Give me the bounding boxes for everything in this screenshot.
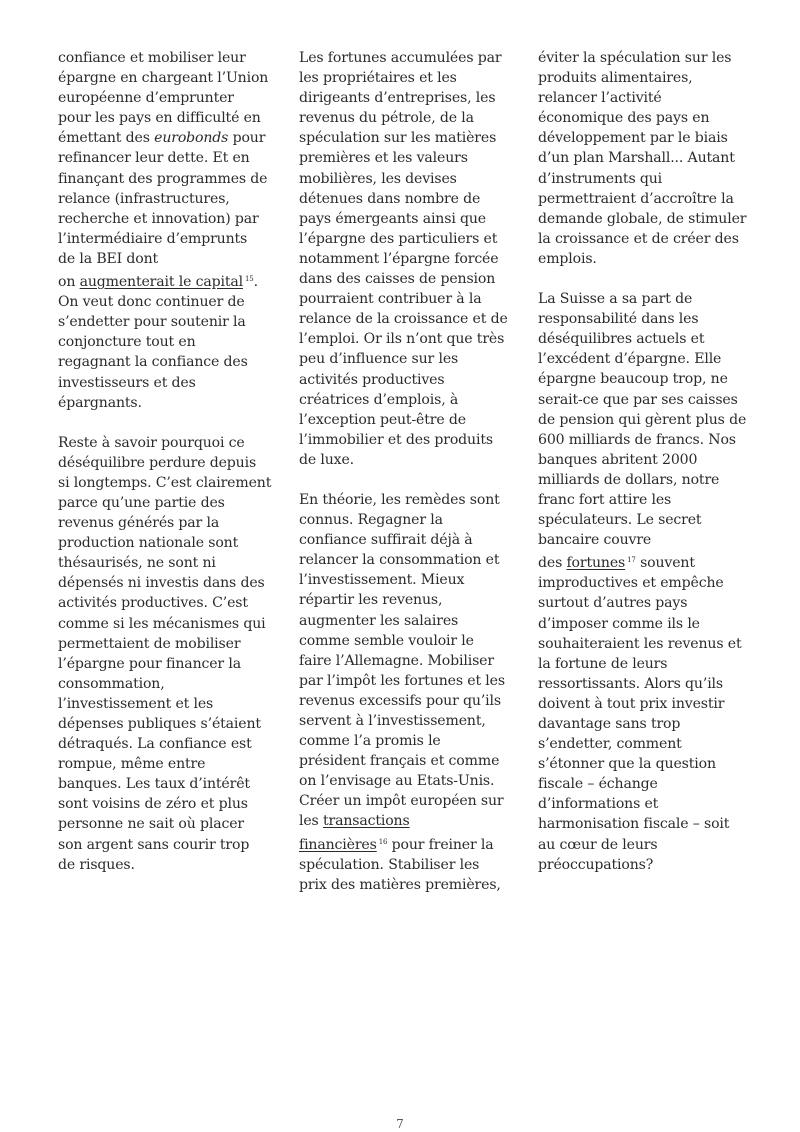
text-line	[538, 573, 756, 593]
footnote-link[interactable]: financières	[299, 836, 377, 853]
text-segment: augmenter les salaires	[299, 612, 459, 629]
text-segment: la croissance et de créer des	[538, 230, 739, 247]
text-line	[538, 209, 756, 229]
text-line	[299, 691, 517, 711]
text-line	[299, 671, 517, 691]
text-segment: si longtemps. C’est clairement	[58, 474, 272, 491]
text-line	[299, 249, 517, 269]
text-segment: d’imposer comme ils le	[538, 615, 700, 632]
text-segment: activités productives	[299, 371, 445, 388]
text-segment: revenus générés par la	[58, 515, 220, 532]
text-segment: On veut donc continuer de	[58, 294, 245, 311]
text-segment: conjoncture tout en	[58, 334, 196, 351]
text-line	[58, 855, 276, 875]
text-segment: relancer l’activité	[538, 90, 662, 107]
text-column-3	[538, 48, 756, 895]
text-line	[538, 390, 756, 410]
text-line	[58, 493, 276, 513]
text-line	[538, 835, 756, 855]
text-line	[58, 229, 276, 249]
text-segment: épargne en chargeant l’Union	[58, 70, 269, 87]
text-line	[538, 289, 756, 309]
text-segment: peu d’influence sur les	[299, 351, 459, 368]
text-line	[299, 148, 517, 168]
text-segment: milliards de dollars, notre	[538, 471, 720, 488]
text-line	[299, 875, 517, 895]
text-segment: rompue, même entre	[58, 756, 206, 773]
text-line	[58, 453, 276, 473]
text-line	[58, 68, 276, 88]
text-segment: harmonisation fiscale – soit	[538, 816, 730, 833]
text-segment: de risques.	[58, 856, 135, 873]
text-line	[299, 611, 517, 631]
text-segment: confiance et mobiliser leur	[58, 50, 246, 66]
text-segment: .	[253, 274, 258, 291]
text-line	[538, 694, 756, 714]
body-paragraph	[538, 289, 756, 875]
text-segment: faire l’Allemagne. Mobiliser	[299, 652, 494, 669]
text-segment: relance (infrastructures,	[58, 190, 230, 207]
text-segment: pays émergeants ainsi que	[299, 210, 486, 227]
text-segment: détenues dans nombre de	[299, 190, 481, 207]
text-segment: épargnants.	[58, 394, 142, 411]
text-segment: l’exception peut-être de	[299, 411, 466, 428]
text-line	[58, 814, 276, 834]
text-segment: développement par le biais	[538, 130, 728, 147]
text-segment: s’endetter pour soutenir la	[58, 314, 246, 331]
text-segment: par l’impôt les fortunes et les	[299, 672, 505, 689]
footnote-marker: 17	[627, 556, 636, 565]
text-line	[538, 88, 756, 108]
text-segment: comme si les mécanismes qui	[58, 615, 266, 632]
text-line	[538, 369, 756, 389]
text-line	[299, 530, 517, 550]
footnote-link[interactable]: augmenterait le capital	[79, 274, 243, 291]
text-segment: servent à l’investissement,	[299, 713, 486, 729]
text-line	[538, 329, 756, 349]
text-segment: revenus du pétrole, de la	[299, 110, 474, 127]
text-line	[58, 292, 276, 312]
text-line	[299, 390, 517, 410]
text-line	[299, 128, 517, 148]
text-segment: surtout d’autres pays	[538, 595, 688, 612]
text-line	[299, 370, 517, 390]
text-segment: thésaurisés, ne sont ni	[58, 555, 216, 572]
text-line	[299, 490, 517, 510]
text-segment: permettaient de mobiliser	[58, 635, 241, 652]
footnote-marker: 15	[244, 275, 254, 284]
text-segment: au cœur de leurs	[538, 836, 658, 853]
text-line	[538, 430, 756, 450]
text-line	[299, 550, 517, 570]
text-line	[538, 510, 756, 530]
text-segment: préoccupations?	[538, 856, 654, 873]
text-line	[299, 731, 517, 751]
text-segment: Créer un impôt européen sur	[299, 793, 504, 810]
text-segment: Reste à savoir pourquoi ce	[58, 434, 245, 451]
text-line	[538, 654, 756, 674]
text-segment: les propriétaires et les	[299, 70, 457, 87]
text-line	[538, 349, 756, 369]
text-segment: production nationale sont	[58, 535, 239, 552]
text-segment: dépenses publiques s’étaient	[58, 716, 261, 732]
text-segment: on l’envisage au Etats-Unis.	[299, 773, 495, 790]
text-line	[58, 614, 276, 634]
text-segment: demande globale, de stimuler	[538, 210, 747, 227]
text-segment: l’investissement et les	[58, 695, 214, 712]
text-line	[58, 553, 276, 573]
text-line	[538, 450, 756, 470]
text-segment: recherche et innovation) par	[58, 210, 259, 227]
text-segment: épargne beaucoup trop, ne	[538, 371, 728, 388]
text-line	[58, 634, 276, 654]
text-line	[299, 269, 517, 289]
text-segment: banques. Les taux d’intérêt	[58, 776, 250, 793]
text-segment: mobilières, les devises	[299, 170, 457, 187]
body-paragraph	[58, 48, 276, 413]
text-segment: les	[299, 813, 323, 830]
text-line	[299, 631, 517, 651]
text-line	[299, 209, 517, 229]
body-paragraph	[299, 48, 517, 470]
text-segment: produits alimentaires,	[538, 70, 693, 87]
text-segment: Les fortunes accumulées par	[299, 50, 502, 66]
body-paragraph	[538, 48, 756, 269]
text-line	[58, 128, 276, 148]
text-line	[299, 169, 517, 189]
text-segment: européenne d’emprunter	[58, 90, 234, 107]
text-segment: économique des pays en	[538, 110, 710, 127]
text-line	[538, 169, 756, 189]
text-line	[538, 714, 756, 734]
text-line	[299, 88, 517, 108]
page-number: 7	[396, 1117, 404, 1131]
text-line	[58, 533, 276, 553]
text-segment: finançant des programmes de	[58, 170, 268, 187]
text-segment: déséquilibre perdure depuis	[58, 454, 257, 471]
text-segment: permettraient d’accroître la	[538, 190, 734, 207]
text-line	[538, 189, 756, 209]
text-line	[538, 774, 756, 794]
text-segment: s’endetter, comment	[538, 736, 682, 753]
text-segment: pour	[228, 130, 266, 147]
text-line	[58, 209, 276, 229]
body-paragraph	[58, 433, 276, 875]
text-line	[538, 674, 756, 694]
text-segment: pour les pays en difficulté en	[58, 110, 261, 127]
text-line	[299, 510, 517, 530]
footnote-link[interactable]: fortunes	[566, 555, 626, 572]
text-line	[538, 734, 756, 754]
text-line	[58, 88, 276, 108]
text-segment: fiscale – échange	[538, 776, 658, 793]
text-line	[538, 530, 756, 550]
text-segment: franc fort attire les	[538, 491, 672, 508]
text-segment: emplois.	[538, 250, 597, 267]
text-segment: notamment l’épargne forcée	[299, 250, 499, 267]
text-line	[58, 714, 276, 734]
text-segment: de pension qui gèrent plus de	[538, 411, 747, 428]
text-line	[299, 855, 517, 875]
text-line	[58, 593, 276, 613]
text-segment: d’instruments qui	[538, 170, 663, 187]
text-line	[299, 570, 517, 590]
text-segment: regagnant la confiance des	[58, 354, 248, 371]
text-line	[58, 189, 276, 209]
text-line	[58, 433, 276, 453]
text-segment: s’étonner que la question	[538, 756, 716, 773]
text-segment: la fortune de leurs	[538, 655, 668, 672]
text-segment: souvent	[635, 555, 695, 572]
body-paragraph	[299, 490, 517, 895]
text-segment: l’investissement. Mieux	[299, 572, 465, 589]
text-segment: déséquilibres actuels et	[538, 331, 705, 348]
text-line	[538, 48, 756, 68]
text-segment: banques abritent 2000	[538, 451, 698, 468]
text-segment: La Suisse a sa part de	[538, 291, 693, 308]
text-line	[299, 48, 517, 68]
text-line	[58, 148, 276, 168]
text-segment: sont voisins de zéro et plus	[58, 796, 248, 813]
text-column-2	[299, 48, 517, 915]
text-segment: l’excédent d’épargne. Elle	[538, 351, 722, 368]
text-line	[299, 108, 517, 128]
text-segment: son argent sans courir trop	[58, 836, 250, 853]
text-line	[538, 470, 756, 490]
text-segment: activités productives. C’est	[58, 595, 248, 612]
text-segment: l’épargne des particuliers et	[299, 230, 498, 247]
text-segment: investisseurs et des	[58, 374, 196, 391]
text-line	[58, 393, 276, 413]
text-segment: créatrices d’emplois, à	[299, 391, 459, 408]
text-line	[299, 751, 517, 771]
footnote-marker: 16	[378, 837, 388, 846]
text-segment: répartir les revenus,	[299, 592, 443, 609]
text-line	[299, 811, 517, 831]
text-line	[538, 68, 756, 88]
text-line	[299, 189, 517, 209]
text-segment: davantage sans trop	[538, 716, 681, 732]
text-line	[538, 855, 756, 875]
text-segment: relance de la croissance et de	[299, 311, 508, 328]
text-line	[538, 249, 756, 269]
text-segment: bancaire couvre	[538, 532, 652, 549]
text-segment: comme semble vouloir le	[299, 632, 474, 649]
text-line	[58, 694, 276, 714]
text-segment: éviter la spéculation sur les	[538, 50, 732, 66]
text-segment: spéculation sur les matières	[299, 130, 497, 147]
text-segment: l’intermédiaire d’emprunts	[58, 230, 248, 247]
text-line	[299, 771, 517, 791]
text-line	[58, 774, 276, 794]
text-segment: d’informations et	[538, 796, 659, 813]
text-line	[538, 128, 756, 148]
text-segment: confiance suffirait déjà à	[299, 532, 473, 549]
text-segment: relancer la consommation et	[299, 552, 500, 569]
text-segment: des	[538, 555, 567, 572]
text-column-1	[58, 48, 276, 895]
text-segment: dirigeants d’entreprises, les	[299, 90, 496, 107]
text-segment: doivent à tout prix investir	[538, 695, 725, 712]
text-segment: pourraient contribuer à la	[299, 291, 482, 308]
text-line	[58, 674, 276, 694]
text-segment: responsabilité dans les	[538, 311, 699, 328]
text-segment: parce qu’une partie des	[58, 494, 225, 511]
text-segment: comme l’a promis le	[299, 733, 441, 750]
text-segment: refinancer leur dette. Et en	[58, 150, 250, 167]
text-line	[538, 148, 756, 168]
text-line	[299, 309, 517, 329]
text-segment: connus. Regagner la	[299, 512, 443, 529]
text-line	[299, 289, 517, 309]
text-segment: émettant des	[58, 130, 155, 147]
text-segment: de luxe.	[299, 451, 354, 468]
text-line	[58, 513, 276, 533]
text-line	[58, 794, 276, 814]
text-line	[538, 754, 756, 774]
text-line	[58, 249, 276, 269]
text-line	[538, 593, 756, 613]
text-segment: dans des caisses de pension	[299, 271, 496, 288]
text-line	[299, 832, 517, 855]
text-line	[538, 309, 756, 329]
text-line	[538, 410, 756, 430]
text-segment: l’immobilier et des produits	[299, 431, 493, 448]
text-line	[299, 711, 517, 731]
text-segment: souhaiteraient les revenus et	[538, 635, 742, 652]
text-line	[58, 835, 276, 855]
text-segment: on	[58, 274, 80, 291]
text-line	[299, 410, 517, 430]
text-line	[538, 229, 756, 249]
footnote-link[interactable]: transactions	[322, 813, 410, 830]
text-segment: improductives et empêche	[538, 575, 724, 592]
text-line	[299, 450, 517, 470]
text-line	[299, 651, 517, 671]
text-line	[538, 814, 756, 834]
text-line	[538, 794, 756, 814]
text-line	[299, 791, 517, 811]
text-line	[58, 312, 276, 332]
text-line	[58, 473, 276, 493]
text-line	[58, 269, 276, 292]
text-segment: pour freiner la	[387, 836, 494, 853]
text-line	[538, 108, 756, 128]
text-line	[299, 349, 517, 369]
text-segment: président français et comme	[299, 753, 500, 770]
text-segment: ressortissants. Alors qu’ils	[538, 675, 723, 692]
text-line	[58, 373, 276, 393]
text-line	[58, 332, 276, 352]
text-line	[58, 108, 276, 128]
text-segment: détraqués. La confiance est	[58, 736, 252, 753]
text-segment: dépensés ni investis dans des	[58, 575, 265, 592]
text-line	[58, 573, 276, 593]
text-line	[538, 550, 756, 573]
text-line	[299, 229, 517, 249]
text-segment: personne ne sait où placer	[58, 816, 245, 833]
text-segment: l’emploi. Or ils n’ont que très	[299, 331, 505, 348]
text-segment: spéculation. Stabiliser les	[299, 856, 480, 873]
text-line	[299, 329, 517, 349]
text-line	[58, 169, 276, 189]
text-line	[299, 430, 517, 450]
text-segment: 600 milliards de francs. Nos	[538, 431, 736, 448]
emphasis-text: eurobonds	[154, 130, 229, 147]
text-segment: de la BEI dont	[58, 250, 159, 267]
text-segment: l’épargne pour financer la	[58, 655, 241, 672]
text-segment: premières et les valeurs	[299, 150, 468, 167]
text-line	[58, 48, 276, 68]
text-line	[58, 654, 276, 674]
text-line	[58, 734, 276, 754]
text-line	[538, 614, 756, 634]
text-segment: consommation,	[58, 675, 165, 692]
text-line	[299, 590, 517, 610]
text-line	[58, 352, 276, 372]
text-segment: spéculateurs. Le secret	[538, 512, 702, 529]
text-line	[299, 68, 517, 88]
text-segment: En théorie, les remèdes sont	[299, 491, 500, 508]
text-segment: d’un plan Marshall... Autant	[538, 150, 735, 167]
text-line	[538, 490, 756, 510]
text-segment: prix des matières premières,	[299, 876, 501, 893]
text-segment: serait-ce que par ses caisses	[538, 391, 738, 408]
text-line	[538, 634, 756, 654]
text-segment: revenus excessifs pour qu’ils	[299, 692, 501, 709]
text-line	[58, 754, 276, 774]
